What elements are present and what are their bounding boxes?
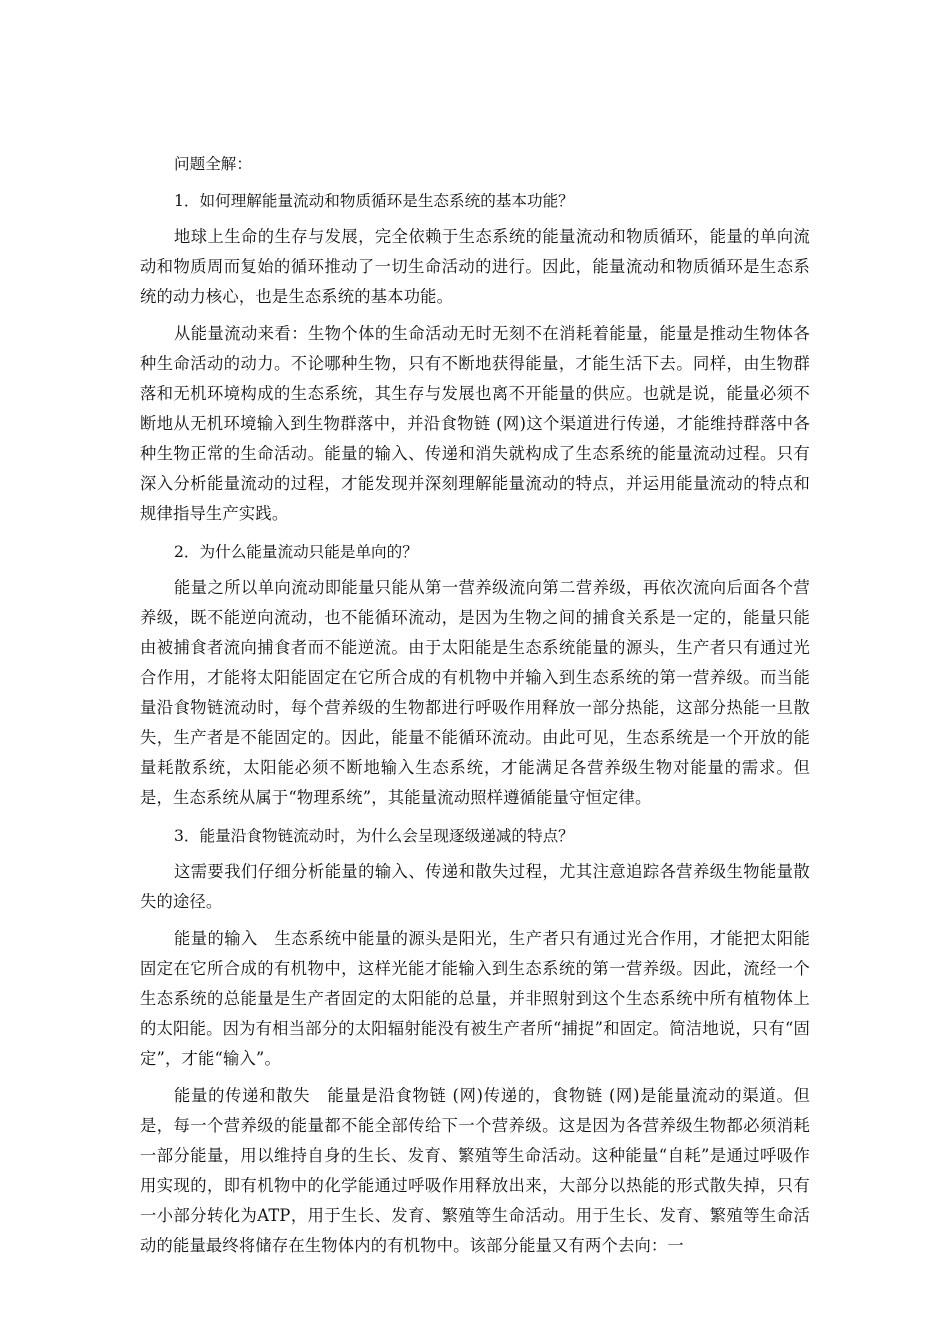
question-1: 1．如何理解能量流动和物质循环是生态系统的基本功能？ — [174, 192, 574, 210]
paragraph-6: 能量的传递和散失 能量是沿食物链 (网)传递的，食物链 (网)是能量流动的渠道。但是，每一个营养级的能量都不能全部传给下一个营养级。这是因为各营养级生物都必须消耗一部分能量，用以维持自身的生长、发育、繁殖等生命活动。这种能量“自耗”是通过呼吸作用实现的，即有机物中的化学能通过呼吸作用释放出来，大部分以热能的形式散失掉，只有一小部分转化为ATP，用于生长、发育、繁殖等生命活动。用于生长、发育、繁殖等生命活动的能量最终将储存在生物体内的有机物中。该部分能量又有两个去向：一 — [140, 1086, 810, 1255]
paragraph-5: 能量的输入 生态系统中能量的源头是阳光，生产者只有通过光合作用，才能把太阳能固定在它所合成的有机物中，这样光能才能输入到生态系统的第一营养级。因此，流经一个生态系统的总能量是生产者固定的太阳能的总量，并非照射到这个生态系统中所有植物体上的太阳能。因为有相当部分的太阳辐射能没有被生产者所“捕捉”和固定。简洁地说，只有“固定”，才能“输入”。 — [140, 929, 810, 1068]
paragraph-1: 地球上生命的生存与发展，完全依赖于生态系统的能量流动和物质循环，能量的单向流动和物质周而复始的循环推动了一切生命活动的进行。因此，能量流动和物质循环是生态系统的动力核心，也是生态系统的基本功能。 — [140, 227, 810, 306]
section-title: 问题全解： — [174, 155, 252, 173]
document-body — [140, 148, 810, 1268]
question-2: 2．为什么能量流动只能是单向的？ — [174, 543, 418, 561]
paragraph-2: 从能量流动来看：生物个体的生命活动无时无刻不在消耗着能量，能量是推动生物体各种生命活动的动力。不论哪种生物，只有不断地获得能量，才能生活下去。同样，由生物群落和无机环境构成的生态系统，其生存与发展也离不开能量的供应。也就是说，能量必须不断地从无机环境输入到生物群落中，并沿食物链 (网)这个渠道进行传递，才能维持群落中各种生物正常的生命活动。能量的输入、传递和消失就构成了生态系统的能量流动过程。只有深入分析能量流动的过程，才能发现并深刻理解能量流动的特点，并运用能量流动的特点和规律指导生产实践。 — [140, 324, 810, 523]
paragraph-3: 能量之所以单向流动即能量只能从第一营养级流向第二营养级，再依次流向后面各个营养级，既不能逆向流动，也不能循环流动，是因为生物之间的捕食关系是一定的，能量只能由被捕食者流向捕食者而不能逆流。由于太阳能是生态系统能量的源头，生产者只有通过光合作用，才能将太阳能固定在它所合成的有机物中并输入到生态系统的第一营养级。而当能量沿食物链流动时，每个营养级的生物都进行呼吸作用释放一部分热能，这部分热能一旦散失，生产者是不能固定的。因此，能量不能循环流动。由此可见，生态系统是一个开放的能量耗散系统，太阳能必须不断地输入生态系统，才能满足各营养级生物对能量的需求。但是，生态系统从属于“物理系统”，其能量流动照样遵循能量守恒定律。 — [140, 578, 810, 807]
question-3: 3．能量沿食物链流动时，为什么会呈现逐级递减的特点？ — [174, 827, 574, 845]
paragraph-4: 这需要我们仔细分析能量的输入、传递和散失过程，尤其注意追踪各营养级生物能量散失的途径。 — [140, 862, 810, 911]
